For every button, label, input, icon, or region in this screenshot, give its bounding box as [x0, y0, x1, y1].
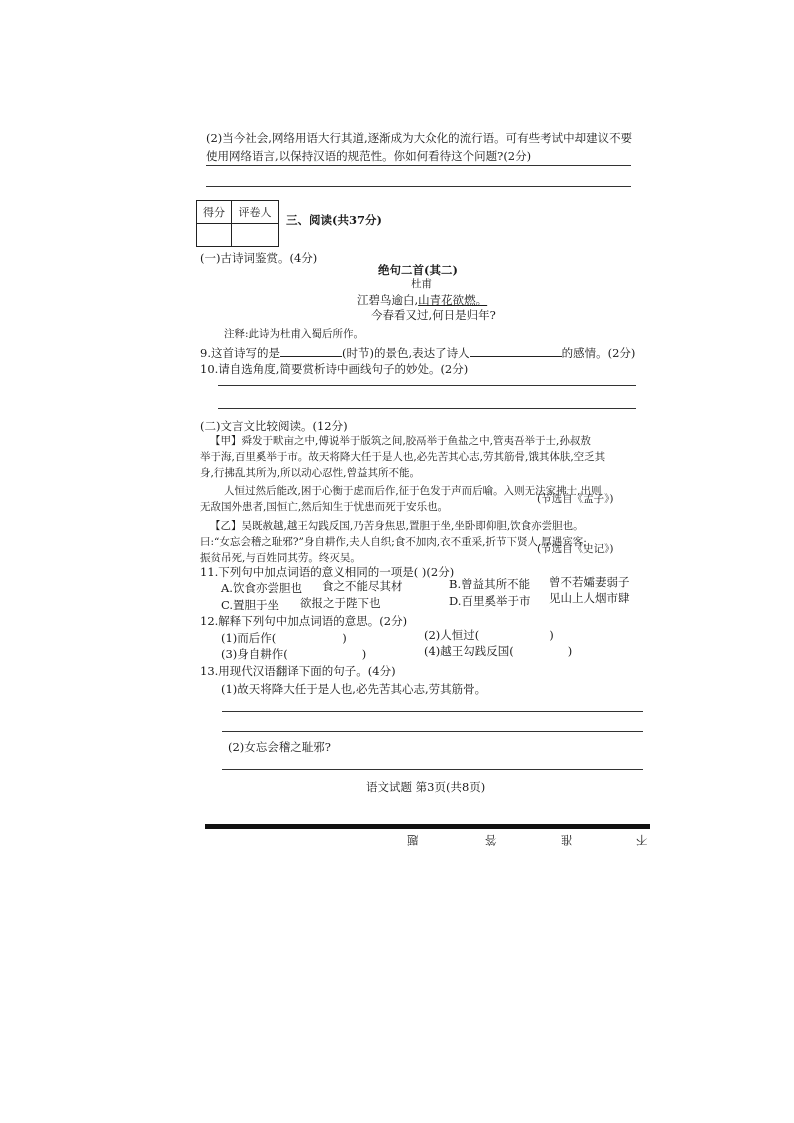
seal-char-2: 答 — [485, 833, 497, 847]
q12-item-2-label: (2)人恒过( — [424, 628, 480, 642]
q13-sentence-2: (2)女忘会稽之耻邪? — [228, 740, 331, 754]
q2-line1: (2)当今社会,网络用语大行其道,逐渐成为大众化的流行语。可有些考试中却建议不要 — [206, 131, 633, 145]
q12-item-3 — [221, 646, 366, 662]
passage-jia-1: 【甲】舜发于畎亩之中,傅说举于版筑之间,胶鬲举于鱼盐之中,管夷吾举于士,孙叔敖 — [210, 435, 591, 447]
q12-item-3-label: (3)身自耕作( — [221, 647, 288, 661]
close-paren: ) — [342, 631, 347, 645]
q12-item-4 — [424, 643, 572, 659]
poem-line-1a: 江碧鸟逾白, — [357, 293, 419, 307]
grader-cell — [232, 224, 279, 247]
binding-bar — [205, 824, 650, 829]
classical-section-heading: (二)文言文比较阅读。(12分) — [200, 419, 348, 433]
passage-jia-source: (节选自《孟子》) — [537, 493, 614, 505]
q12-item-4-label: (4)越王勾践反国( — [424, 644, 514, 658]
answer-line — [218, 385, 636, 386]
q9-part-b: (时节)的景色,表达了诗人 — [341, 346, 470, 360]
poem-title: 绝句二首(其二) — [378, 263, 458, 277]
passage-yi-2: 曰:“女忘会稽之耻邪?”身自耕作,夫人自织;食不加肉,衣不重采,折节下贤人,厚遇宾客; — [200, 536, 587, 548]
q12-item-2 — [424, 627, 554, 643]
q9-blank-feeling[interactable] — [470, 344, 562, 357]
answer-line — [222, 711, 643, 712]
passage-jia-5: 无敌国外患者,国恒亡,然后知生于忧患而死于安乐也。 — [200, 501, 449, 513]
q12-item-1 — [221, 630, 347, 646]
poem-line-2: 今春看又过,何日是归年? — [371, 308, 496, 322]
answer-line — [218, 408, 636, 409]
answer-line — [206, 165, 631, 166]
seal-char-1: 题 — [407, 833, 419, 847]
q11-option-b1[interactable]: B.曾益其所不能 — [449, 577, 531, 591]
poem-author: 杜甫 — [411, 278, 432, 290]
score-cell — [197, 224, 232, 247]
passage-yi-3: 振贫吊死,与百姓同其劳。终灭吴。 — [200, 552, 361, 564]
score-table — [196, 200, 279, 247]
poem-note: 注释:此诗为杜甫入蜀后所作。 — [224, 328, 365, 340]
q11-option-a1[interactable]: A.饮食亦尝胆也 — [221, 581, 302, 595]
q2-line2: 使用网络语言,以保持汉语的规范性。你如何看待这个问题?(2分) — [206, 149, 532, 163]
close-paren: ) — [361, 647, 367, 661]
passage-yi-source: (节选自《史记》) — [537, 543, 614, 555]
answer-line — [222, 731, 643, 732]
q13-sentence-1: (1)故天将降大任于是人也,必先苦其心志,劳其筋骨。 — [221, 682, 487, 696]
q13: 13.用现代汉语翻译下面的句子。(4分) — [200, 664, 396, 678]
q11-option-d2: 见山上人烟市肆 — [549, 591, 630, 605]
q9 — [200, 344, 635, 361]
q11: 11.下列句中加点词语的意义相同的一项是( )(2分) — [200, 565, 455, 579]
q11-option-d1[interactable]: D.百里奚举于市 — [449, 594, 531, 608]
q9-part-a: 9.这首诗写的是 — [200, 346, 280, 360]
poem-line-1 — [357, 292, 487, 308]
seal-char-3: 准 — [561, 833, 573, 847]
q11-option-b2: 曾不若孀妻弱子 — [549, 575, 630, 589]
answer-line — [222, 769, 643, 770]
q9-blank-season[interactable] — [280, 344, 342, 357]
section-title: 三、阅读(共37分) — [286, 213, 382, 227]
q11-option-c1[interactable]: C.置胆于坐 — [221, 598, 280, 612]
q11-option-a2: 食之不能尽其材 — [322, 579, 403, 593]
seal-char-4: 不 — [636, 833, 648, 847]
page-footer: 语文试题 第3页(共8页) — [366, 780, 486, 794]
grader-label: 评卷人 — [232, 201, 279, 224]
q12: 12.解释下列句中加点词语的意思。(2分) — [200, 614, 408, 628]
passage-jia-3: 身,行拂乱其所为,所以动心忍性,曾益其所不能。 — [200, 467, 421, 479]
close-paren: ) — [567, 644, 573, 658]
q12-item-1-label: (1)而后作( — [221, 631, 277, 645]
q11-option-c2: 欲报之于陛下也 — [300, 596, 381, 610]
score-label: 得分 — [197, 201, 232, 224]
close-paren: ) — [549, 628, 554, 642]
poem-section-heading: (一)古诗词鉴赏。(4分) — [200, 251, 318, 265]
passage-jia-2: 举于海,百里奚举于市。故天将降大任于是人也,必先苦其心志,劳其筋骨,饿其体肤,空乏其 — [200, 451, 606, 463]
passage-yi-1: 【乙】吴既赦越,越王勾践反国,乃苦身焦思,置胆于坐,坐卧即仰胆,饮食亦尝胆也。 — [210, 520, 584, 532]
q9-part-c: 的感情。(2分) — [561, 346, 636, 360]
poem-line-1b-underlined: 山青花欲燃。 — [418, 293, 488, 307]
passage-jia-4: 人恒过然后能改,困于心衡于虑而后作,征于色发于声而后喻。入则无法家拂士,出则 — [224, 485, 602, 497]
q10: 10.请自选角度,简要赏析诗中画线句子的妙处。(2分) — [200, 362, 469, 376]
answer-line — [206, 186, 631, 187]
